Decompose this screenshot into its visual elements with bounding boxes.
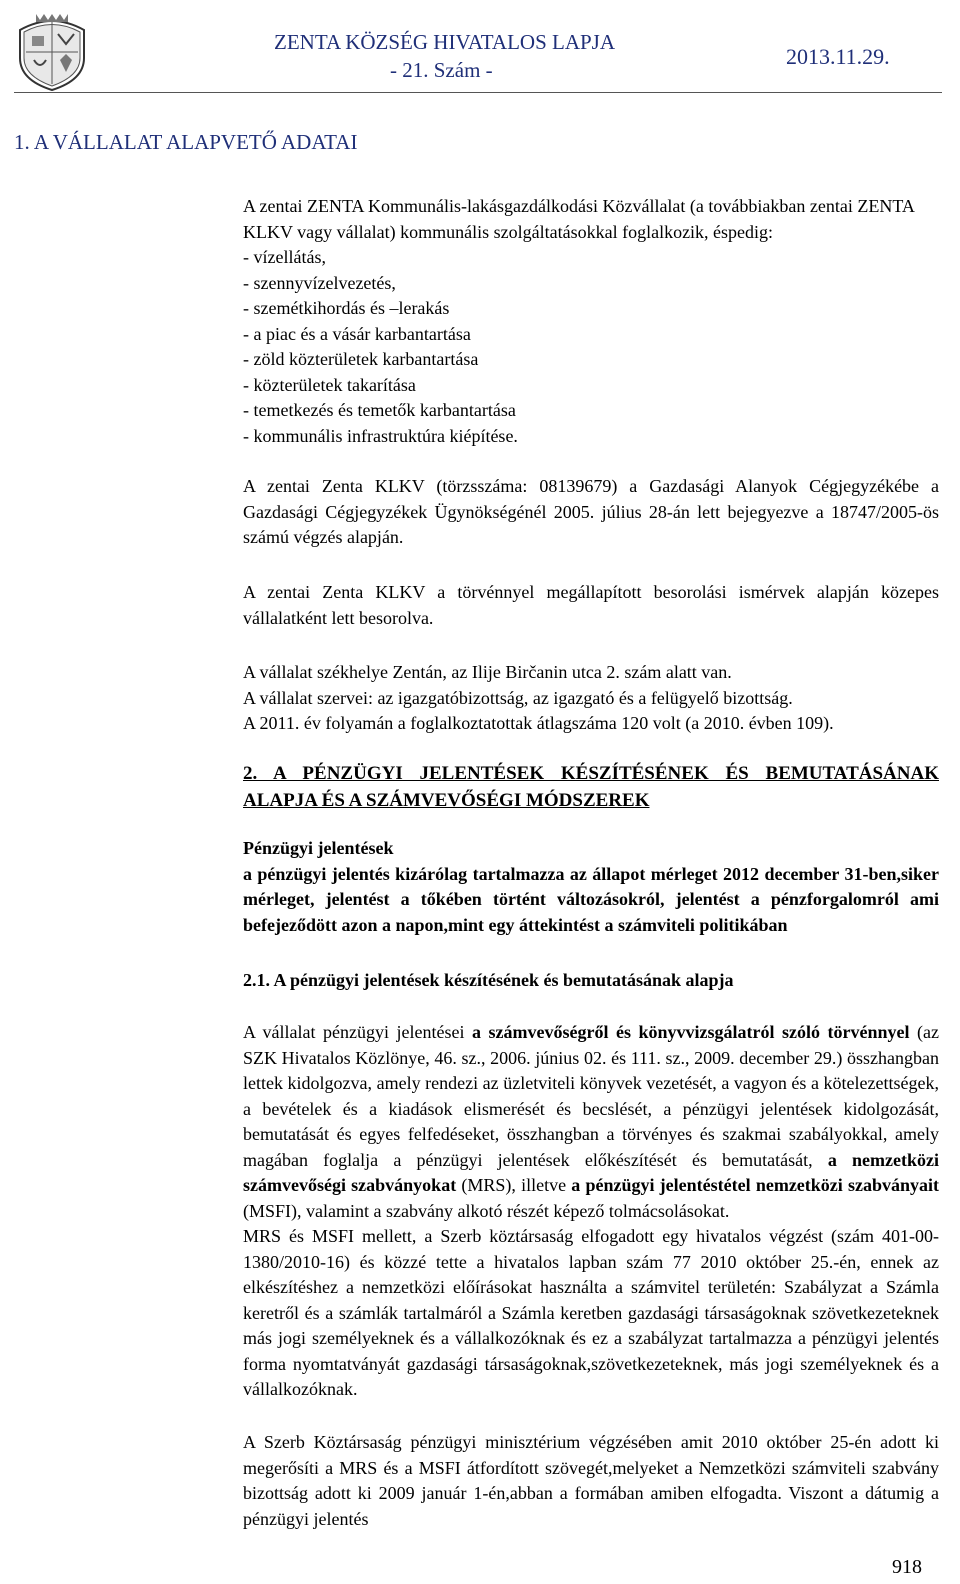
section-2-title: 2. A PÉNZÜGYI JELENTÉSEK KÉSZÍTÉSÉNEK ÉS BEMUTATÁSÁNAK ALAPJA ÉS A SZÁMVEVŐSÉGI MÓDSZEREK <box>243 763 939 811</box>
msfi-reference: a pénzügyi jelentéstétel nemzetközi szabványait <box>571 1175 939 1195</box>
mrs-reference: a nemzetközi számvevőségi szabványokat <box>243 1149 939 1195</box>
list-item: - a piac és a vásár karbantartása <box>243 323 471 344</box>
registration-paragraph: A zentai Zenta KLKV (törzsszáma: 08139679) a Gazdasági Alanyok Cégjegyzékébe a Gazdasági Cégjegyzékek Ügynökségénél 2005. július 28-án lett bejegyezve a 18747/2005-ös számú végzés alapján. <box>243 476 939 547</box>
text-run: A vállalat pénzügyi jelentései <box>243 1022 472 1042</box>
text-run: (MRS), illetve <box>456 1175 572 1195</box>
company-facts-block <box>243 660 939 737</box>
classification-paragraph: A zentai Zenta KLKV a törvénnyel megállapított besorolási ismérvek alapján közepes vállalatként lett besorolva. <box>243 582 939 628</box>
list-item: - szemétkihordás és –lerakás <box>243 298 450 318</box>
list-item: - kommunális infrastruktúra kiépítése. <box>243 425 518 446</box>
text-run: (MSFI), valamint a szabvány alkotó részét képező tolmácsolásokat. <box>243 1200 730 1221</box>
staff-line: A 2011. év folyamán a foglalkoztatottak átlagszáma 120 volt (a 2010. évben 109). <box>243 713 834 733</box>
text-run: (az SZK Hivatalos Közlönye, 46. sz., 2006. június 02. és 111. sz., 2009. december 29.) összhangban lettek kidolgozva, amely rendezi az üzletviteli könyvek vezetését, a vagyon és a kötelezettségek, a bevételek és a kiadások elismerését és becslését, a pénzügyi jelentések kidolgozását, bemutatását és egyes felfedéseket, összhangban a törvényes és szakmai szabályokkal, amely magában foglalja a pénzügyi jelentések előkészítését és bemutatását, <box>243 1022 939 1170</box>
list-item: - közterületek takarítása <box>243 374 416 395</box>
subsection-2-1-title: 2.1. A pénzügyi jelentések készítésének és bemutatásának alapja <box>243 970 734 990</box>
issue-date: 2013.11.29. <box>786 44 890 69</box>
seat-line: A vállalat székhelye Zentán, az Ilije Birčanin utca 2. szám alatt van. <box>243 662 732 682</box>
ministry-decision-paragraph: A Szerb Köztársaság pénzügyi minisztérium végzésében amit 2010 október 25-én adott ki megerősíti a MRS és a MSFI átfordított szövegét,melyeket a Nemzetközi számviteli szabvány bizottság adott ki 2009 január 1-én,abban a formában amiben elfogadta. Viszont a dátumig a pénzügyi jelentés <box>243 1432 939 1529</box>
publication-title: ZENTA KÖZSÉG HIVATALOS LAPJA <box>274 30 616 54</box>
intro-paragraph: A zentai ZENTA Kommunális-lakásgazdálkodási Közvállalat (a továbbiakban zentai ZENTA KLKV vagy vállalat) kommunális szolgáltatásokkal foglalkozik, éspedig: <box>243 196 914 242</box>
financial-statements-heading: Pénzügyi jelentések <box>243 838 394 858</box>
section-1-title: 1. A VÁLLALAT ALAPVETŐ ADATAI <box>14 130 358 154</box>
standards-paragraph <box>243 1020 939 1224</box>
law-reference: a számvevőségről és könyvvizsgálatról szóló törvénnyel <box>471 1022 910 1042</box>
bodies-line: A vállalat szervei: az igazgatóbizottság, az igazgató és a felügyelő bizottság. <box>243 687 793 708</box>
serbian-regulation-paragraph: MRS és MSFI mellett, a Szerb köztársaság elfogadott egy hivatalos végzést (szám 401-00-1380/2010-16) és közzé tette a hivatalos lapban szám 77 2010 október 25.-én, ennek az elkészítéshez a nemzetközi előírásokat használta a számvitel területén: Szabályzat a Számla keretről és a számlák tartalmáról a Számla keretben gazdasági társaságoknak szövetkezeteknek más jogi személyeknek és a vállalkozóknak és ez a szabályzat tartalmazza a pénzügyi jelentés forma nyomtatványát gazdasági társaságoknak,szövetkezeteknek, más jogi személyeknek és a vállalkozóknak. <box>243 1226 939 1399</box>
financial-statements-paragraph: a pénzügyi jelentés kizárólag tartalmazza az állapot mérleget 2012 december 31-ben,siker mérleget, jelentést a tőkében történt változásokról, jelentést a pénzforgalomról ami befejeződött azon a napon,mint egy áttekintést a számviteli politikában <box>243 863 939 935</box>
issue-number: - 21. Szám - <box>390 58 493 82</box>
header-divider <box>14 92 942 93</box>
list-item: - temetkezés és temetők karbantartása <box>243 400 516 420</box>
list-item: - vízellátás, <box>243 247 326 267</box>
financial-statements-block <box>243 836 939 938</box>
coat-of-arms-icon <box>14 8 90 92</box>
section-1-intro-block <box>243 194 939 449</box>
page-number: 918 <box>892 1556 922 1578</box>
list-item: - zöld közterületek karbantartása <box>243 349 479 369</box>
services-list <box>243 245 939 449</box>
list-item: - szennyvízelvezetés, <box>243 272 396 293</box>
